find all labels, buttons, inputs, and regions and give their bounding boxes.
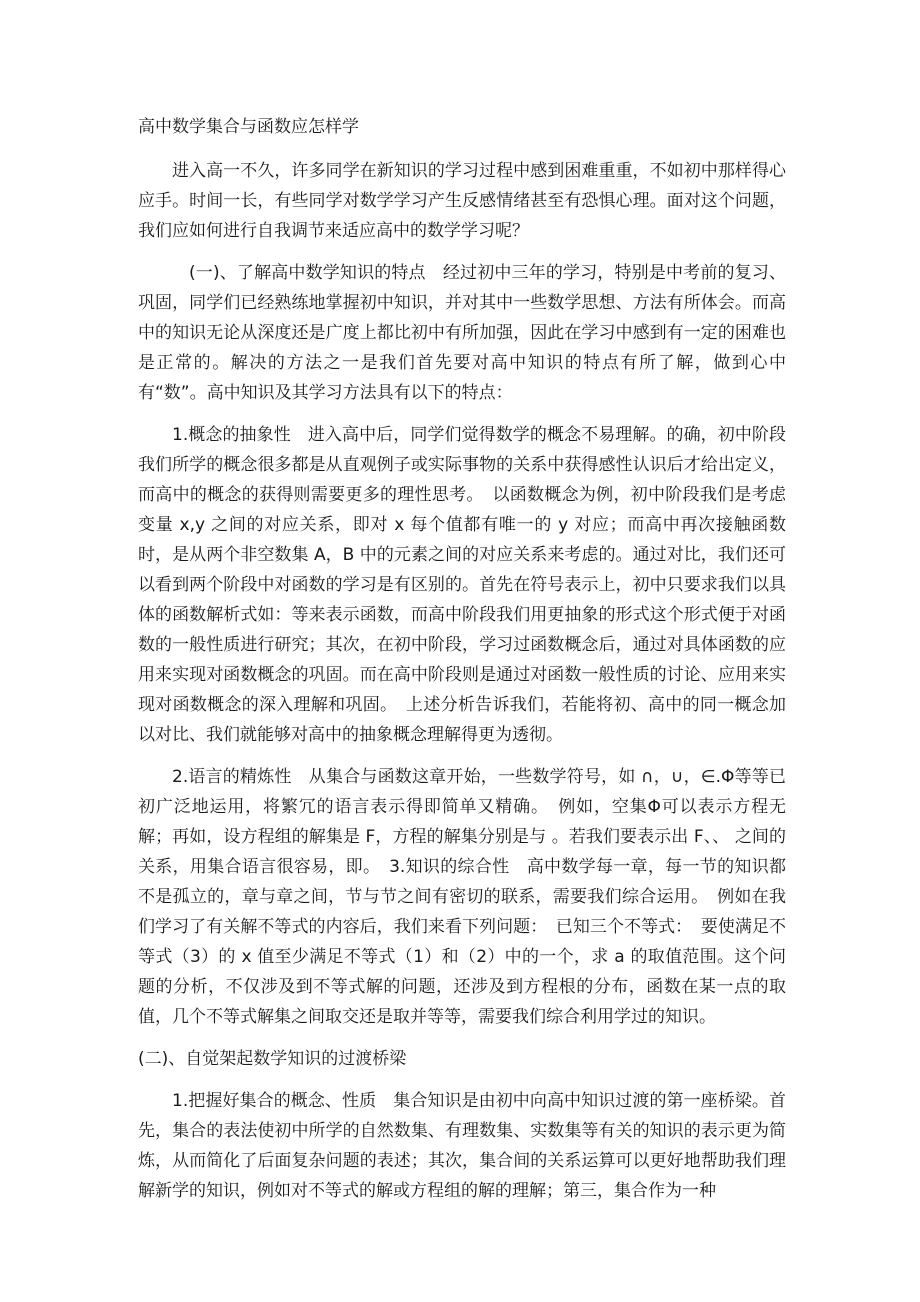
document-title: 高中数学集合与函数应怎样学 (138, 117, 359, 137)
document-page (138, 112, 786, 1218)
paragraph-intro: 进入高一不久，许多同学在新知识的学习过程中感到困难重重，不如初中那样得心应手。时间一长，有些同学对数学学习产生反感情绪甚至有恐惧心理。面对这个问题，我们应如何进行自我调节来适应高中的数学学习呢？ (138, 161, 786, 241)
paragraph-abstraction: 1.概念的抽象性 进入高中后，同学们觉得数学的概念不易理解。的确，初中阶段我们所学的概念很多都是从直观例子或实际事物的关系中获得感性认识后才给出定义，而高中的概念的获得则需要更多的理性思考。 以函数概念为例，初中阶段我们是考虑变量 x,y 之间的对应关系，即对 x 每个值都有唯一的 y 对应；而高中再次接触函数时，是从两个非空数集 A，B 中的元素之间的对应关系来考虑的。通过对比，我们还可以看到两个阶段中对函数的学习是有区别的。首先在符号表示上，初中只要求我们以具体的函数解析式如：等来表示函数，而高中阶段我们用更抽象的形式这个形式便于对函数的一般性质进行研究；其次，在初中阶段，学习过函数概念后，通过对具体函数的应用来实现对函数概念的巩固。而在高中阶段则是通过对函数一般性质的讨论、应用来实现对函数概念的深入理解和巩固。 上述分析告诉我们，若能将初、高中的同一概念加以对比、我们就能够对高中的抽象概念理解得更为透彻。 (138, 425, 786, 745)
paragraph-section-1: (一)、了解高中数学知识的特点 经过初中三年的学习，特别是中考前的复习、巩固，同学们已经熟练地掌握初中知识，并对其中一些数学思想、方法有所体会。而高中的知识无论从深度还是广度上都比初中有所加强，因此在学习中感到有一定的困难也是正常的。解决的方法之一是我们首先要对高中知识的特点有所了解，做到心中有“数”。高中知识及其学习方法具有以下的特点： (138, 263, 786, 403)
section-2-heading: (二)、自觉架起数学知识的过渡桥梁 (138, 1049, 407, 1069)
paragraph-language: 2.语言的精炼性 从集合与函数这章开始，一些数学符号，如 ∩，∪，∈.Φ等等已初广泛地运用，将繁冗的语言表示得即简单又精确。 例如，空集Φ可以表示方程无解；再如，设方程组的解集是 F，方程的解集分别是与 。若我们要表示出 F、、 之间的关系，用集合语言很容易，即。 3.知识的综合性 高中数学每一章，每一节的知识都不是孤立的，章与章之间，节与节之间有密切的联系，需要我们综合运用。 例如在我们学习了有关解不等式的内容后，我们来看下列问题： 已知三个不等式： 要使满足不等式（3）的 x 值至少满足不等式（1）和（2）中的一个，求 a 的取值范围。这个问题的分析，不仅涉及到不等式解的问题，还涉及到方程根的分布，函数在某一点的取值，几个不等式解集之间取交还是取并等等，需要我们综合利用学过的知识。 (138, 767, 786, 1027)
paragraph-sets: 1.把握好集合的概念、性质 集合知识是由初中向高中知识过渡的第一座桥梁。首先，集合的表法使初中所学的自然数集、有理数集、实数集等有关的知识的表示更为简炼，从而简化了后面复杂问题的表述；其次，集合间的关系运算可以更好地帮助我们理解新学的知识，例如对不等式的解或方程组的解的理解；第三，集合作为一种 (138, 1091, 786, 1201)
